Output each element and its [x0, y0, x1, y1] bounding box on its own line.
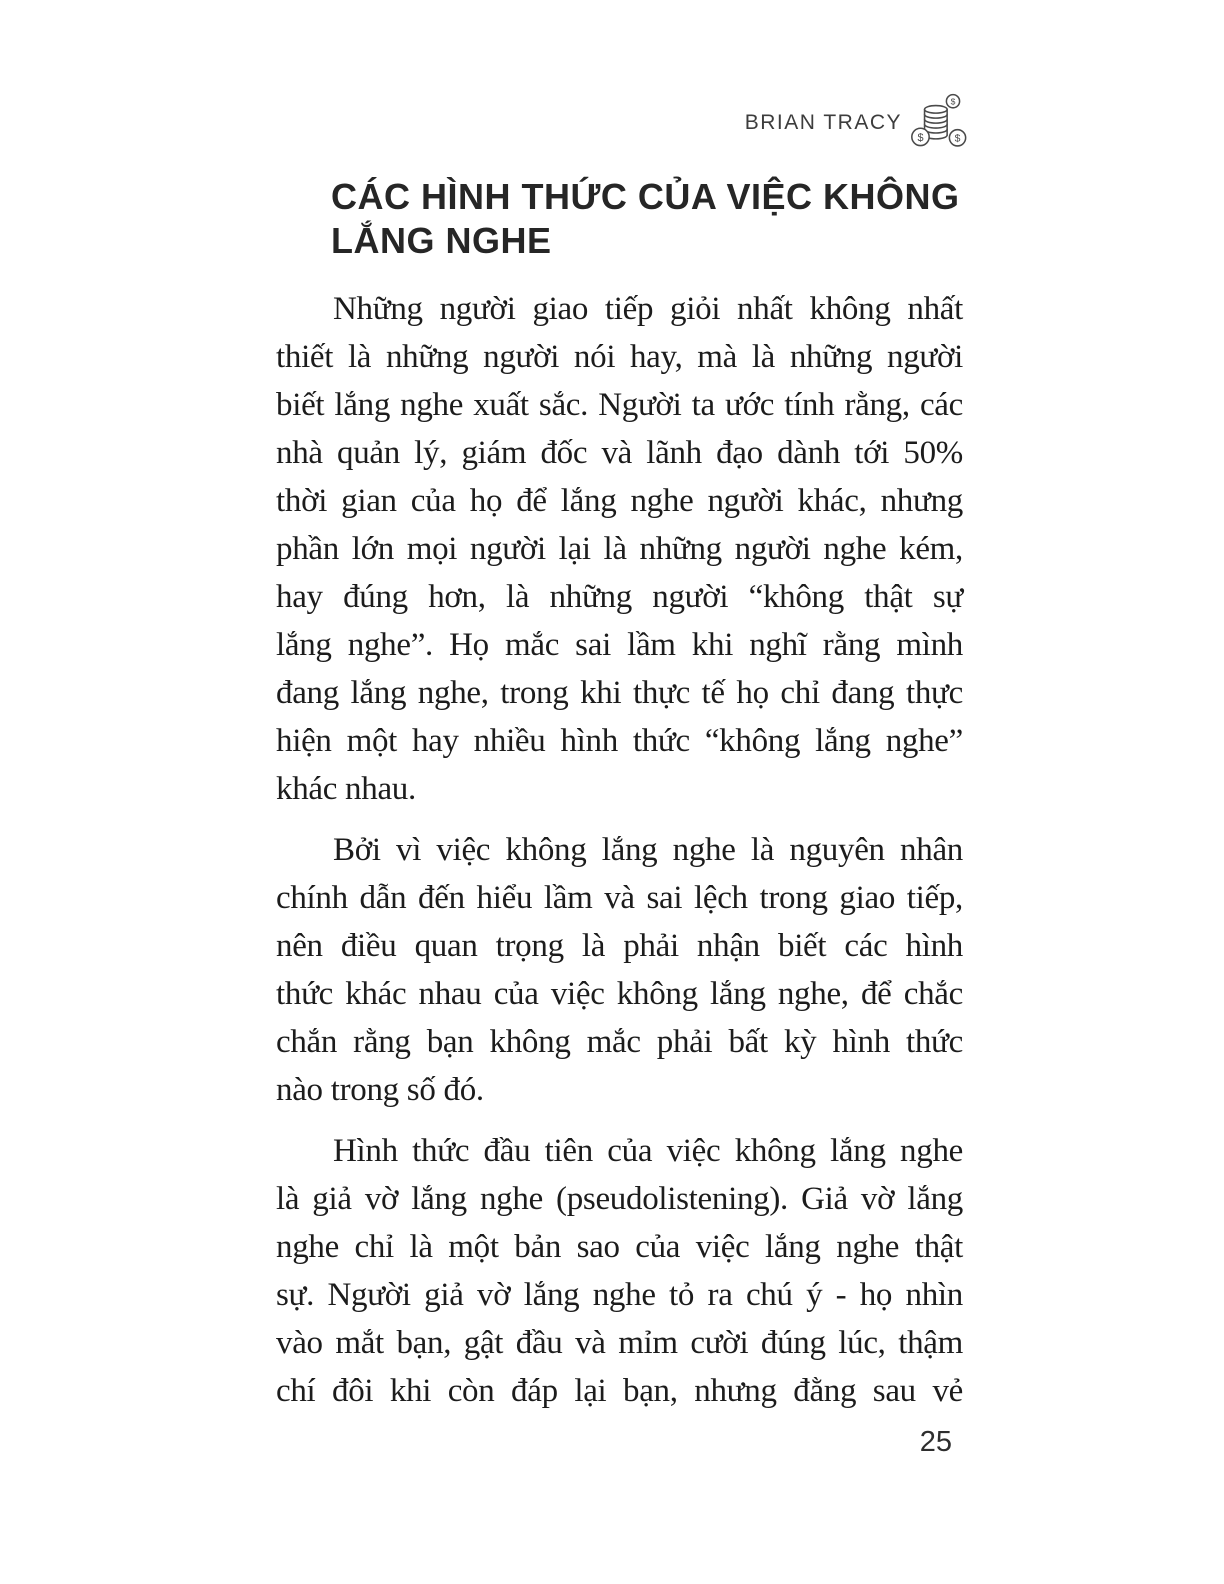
text-line: phần lớn mọi người lại là những người nghe kém,	[276, 531, 963, 567]
paragraph-3	[276, 1127, 963, 1415]
author-name: BRIAN TRACY	[744, 111, 902, 134]
text-line: chính dẫn đến hiểu lầm và sai lệch trong giao tiếp,	[276, 880, 963, 916]
svg-text:$: $	[950, 96, 956, 107]
text-line: là giả vờ lắng nghe (pseudolistening). Giả vờ lắng	[276, 1181, 963, 1217]
section-title	[276, 175, 963, 263]
text-line: Những người giao tiếp giỏi nhất không nhất	[333, 291, 963, 327]
section-title-line1: CÁC HÌNH THỨC CỦA VIỆC KHÔNG	[331, 176, 960, 217]
text-line: Bởi vì việc không lắng nghe là nguyên nhân	[333, 832, 963, 868]
text-line: thức khác nhau của việc không lắng nghe, để chắc	[276, 976, 963, 1012]
text-line: chí đôi khi còn đáp lại bạn, nhưng đằng sau vẻ	[276, 1373, 963, 1409]
section-title-line2: LẮNG NGHE	[331, 220, 552, 261]
page-number: 25	[919, 1426, 952, 1458]
text-line: hay đúng hơn, là những người “không thật sự	[276, 579, 963, 615]
text-line: thời gian của họ để lắng nghe người khác, nhưng	[276, 483, 963, 519]
paragraph-1	[276, 285, 963, 813]
text-line: lắng nghe”. Họ mắc sai lầm khi nghĩ rằng mình	[276, 627, 963, 663]
text-line: nhà quản lý, giám đốc và lãnh đạo dành tới 50%	[276, 435, 963, 471]
text-line: chắn rằng bạn không mắc phải bất kỳ hình thức	[276, 1024, 963, 1060]
text-line: vào mắt bạn, gật đầu và mỉm cười đúng lúc, thậm	[276, 1325, 963, 1361]
text-column	[276, 0, 963, 1415]
text-line: nghe chỉ là một bản sao của việc lắng nghe thật	[276, 1229, 963, 1265]
paragraph-2	[276, 826, 963, 1114]
text-line: Hình thức đầu tiên của việc không lắng nghe	[333, 1133, 963, 1169]
text-line: đang lắng nghe, trong khi thực tế họ chỉ đang thực	[276, 675, 963, 711]
text-line: thiết là những người nói hay, mà là những người	[276, 339, 963, 375]
text-line: nào trong số đó.	[276, 1072, 484, 1108]
text-line: sự. Người giả vờ lắng nghe tỏ ra chú ý - họ nhìn	[276, 1277, 963, 1313]
text-line: nên điều quan trọng là phải nhận biết các hình	[276, 928, 963, 964]
svg-text:$: $	[954, 133, 961, 145]
text-line: khác nhau.	[276, 771, 416, 807]
svg-text:$: $	[917, 131, 924, 144]
text-line: hiện một hay nhiều hình thức “không lắng nghe”	[276, 723, 963, 759]
text-line: biết lắng nghe xuất sắc. Người ta ước tính rằng, các	[276, 387, 963, 423]
